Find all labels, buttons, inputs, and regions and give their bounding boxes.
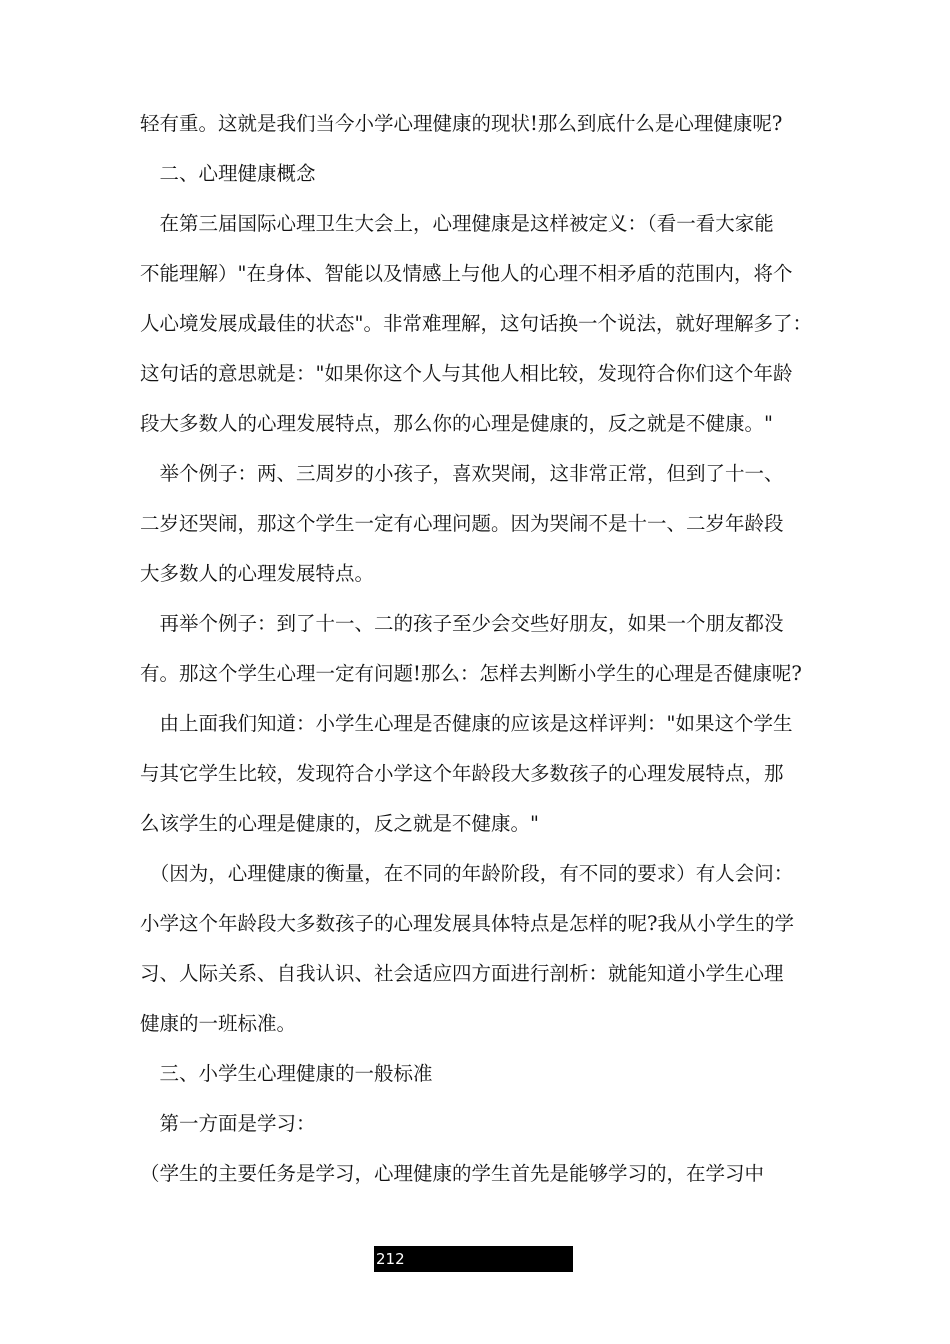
- page-number: 212: [374, 1246, 573, 1272]
- text-line: 二岁还哭闹，那这个学生一定有心理问题。因为哭闹不是十一、二岁年龄段: [140, 512, 784, 535]
- text-line: 举个例子：两、三周岁的小孩子，喜欢哭闹，这非常正常，但到了十一、: [140, 462, 784, 485]
- text-line: 这句话的意思就是："如果你这个人与其他人相比较，发现符合你们这个年龄: [140, 362, 793, 385]
- text-line: 习、人际关系、自我认识、社会适应四方面进行剖析：就能知道小学生心理: [140, 962, 784, 985]
- text-line: 有。那这个学生心理一定有问题!那么：怎样去判断小学生的心理是否健康呢?: [140, 662, 802, 685]
- text-line: 大多数人的心理发展特点。: [140, 562, 375, 585]
- section-heading: 二、心理健康概念: [140, 162, 316, 185]
- text-line: 轻有重。这就是我们当今小学心理健康的现状!那么到底什么是心理健康呢?: [140, 112, 783, 135]
- text-line: 不能理解）"在身体、智能以及情感上与他人的心理不相矛盾的范围内，将个: [140, 262, 793, 285]
- text-line: 第一方面是学习：: [140, 1112, 316, 1135]
- text-line: 么该学生的心理是健康的，反之就是不健康。": [140, 812, 539, 835]
- text-line: 人心境发展成最佳的状态"。非常难理解，这句话换一个说法，就好理解多了：: [140, 312, 812, 335]
- document-body: [140, 104, 830, 1204]
- text-line: 在第三届国际心理卫生大会上，心理健康是这样被定义：（看一看大家能: [140, 212, 774, 235]
- text-line: （因为，心理健康的衡量，在不同的年龄阶段，有不同的要求）有人会问：: [140, 862, 794, 885]
- text-line: 健康的一班标准。: [140, 1012, 297, 1035]
- text-line: 段大多数人的心理发展特点，那么你的心理是健康的，反之就是不健康。": [140, 412, 773, 435]
- section-heading: 三、小学生心理健康的一般标准: [140, 1062, 433, 1085]
- text-line: 由上面我们知道：小学生心理是否健康的应该是这样评判："如果这个学生: [140, 712, 793, 735]
- text-line: 小学这个年龄段大多数孩子的心理发展具体特点是怎样的呢?我从小学生的学: [140, 912, 794, 935]
- text-line: 与其它学生比较，发现符合小学这个年龄段大多数孩子的心理发展特点，那: [140, 762, 784, 785]
- text-line: 再举个例子：到了十一、二的孩子至少会交些好朋友，如果一个朋友都没: [140, 612, 784, 635]
- text-line: （学生的主要任务是学习，心理健康的学生首先是能够学习的，在学习中: [140, 1162, 765, 1185]
